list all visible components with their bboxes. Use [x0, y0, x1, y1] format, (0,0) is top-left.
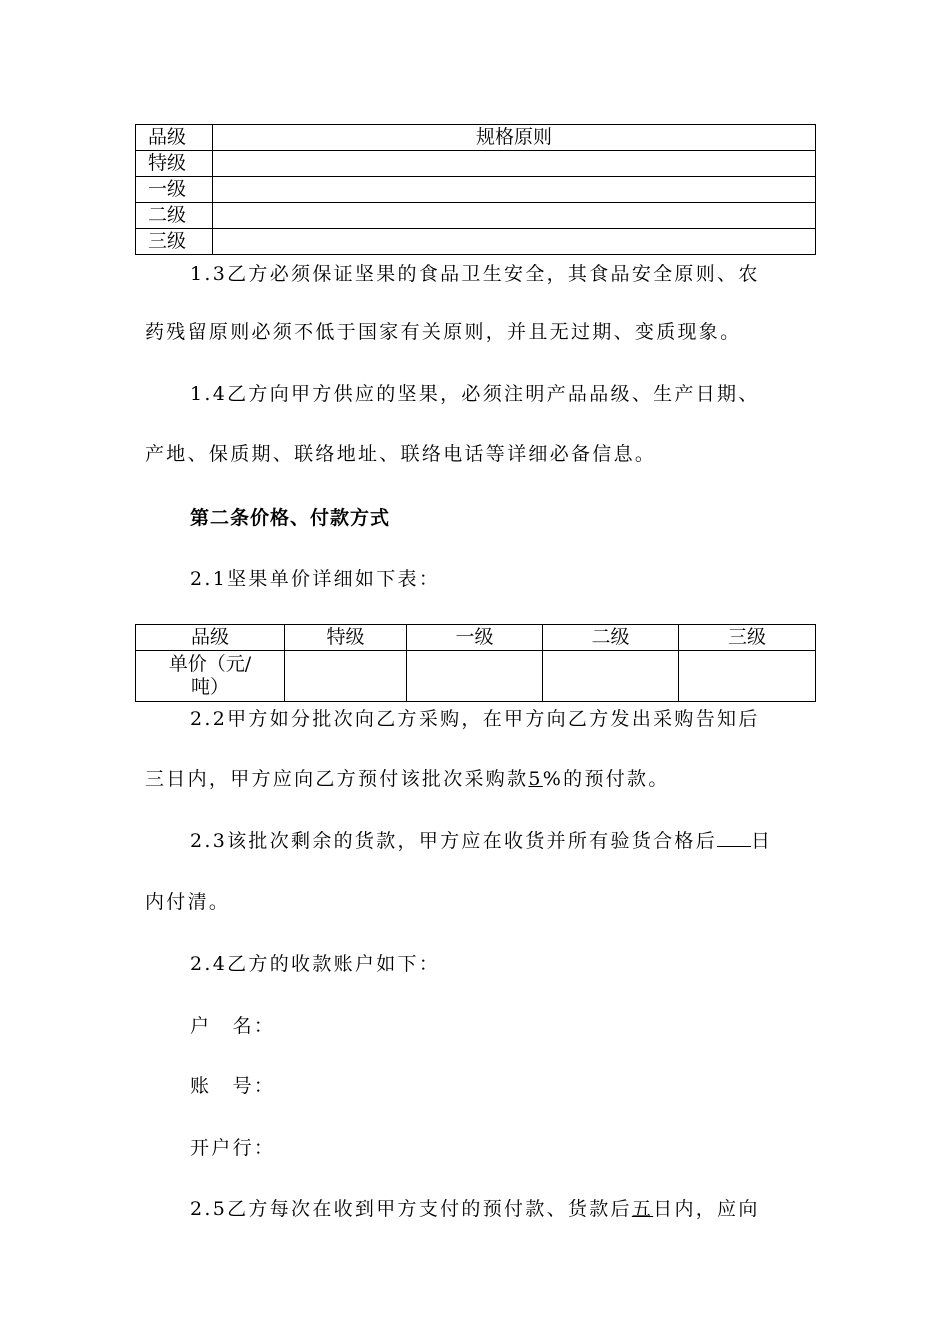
spec-header-standard: 规格原则	[213, 125, 816, 151]
clause-2-3-text-end: 日	[751, 830, 773, 852]
spec-grade-cell: 二级	[136, 203, 213, 229]
spec-standard-cell	[213, 229, 816, 255]
spec-grade-cell: 三级	[136, 229, 213, 255]
clause-2-2-text-end: %的预付款。	[542, 768, 670, 790]
clause-1-3-line1: 1.3乙方必须保证坚果的食品卫生安全，其食品安全原则、农	[190, 263, 760, 285]
table-row	[136, 177, 816, 203]
table-row	[136, 229, 816, 255]
spec-header-grade: 品级	[136, 125, 213, 151]
spec-standard-cell	[213, 151, 816, 177]
price-table	[135, 624, 816, 702]
clause-2-2-text: 三日内，甲方应向乙方预付该批次采购款	[145, 768, 529, 790]
spec-standard-cell	[213, 203, 816, 229]
price-header-first: 一级	[407, 625, 543, 651]
clause-2-3-line1	[190, 828, 772, 854]
clause-2-5-line1	[190, 1196, 760, 1222]
clause-2-2-line1: 2.2甲方如分批次向乙方采购，在甲方向乙方发出采购告知后	[190, 708, 760, 730]
spec-table	[135, 124, 816, 255]
clause-2-2-line2	[145, 766, 670, 792]
clause-2-5-text-end: 日内，应向	[653, 1198, 760, 1220]
section-2-heading: 第二条价格、付款方式	[190, 507, 391, 529]
clause-2-5-text: 2.5乙方每次在收到甲方支付的预付款、货款后	[190, 1198, 632, 1220]
days-blank	[717, 828, 751, 847]
price-cell	[679, 651, 816, 702]
account-name-label: 户 名：	[190, 1015, 276, 1037]
price-header-third: 三级	[679, 625, 816, 651]
clause-2-4: 2.4乙方的收款账户如下：	[190, 953, 441, 975]
price-cell	[407, 651, 543, 702]
price-header-second: 二级	[543, 625, 679, 651]
price-cell	[543, 651, 679, 702]
spec-standard-cell	[213, 177, 816, 203]
clause-2-3-text: 2.3该批次剩余的货款，甲方应在收货并所有验货合格后	[190, 830, 718, 852]
clause-2-1: 2.1坚果单价详细如下表：	[190, 568, 441, 590]
spec-grade-cell: 特级	[136, 151, 213, 177]
table-row	[136, 151, 816, 177]
account-number-label: 账 号：	[190, 1075, 276, 1097]
price-row-label: 单价（元/吨）	[136, 651, 285, 702]
price-table-header	[136, 625, 816, 651]
table-row	[136, 651, 816, 702]
clause-1-3-line2: 药残留原则必须不低于国家有关原则，并且无过期、变质现象。	[145, 321, 742, 343]
prepayment-percent: 5	[528, 768, 543, 790]
account-bank-label: 开户行：	[190, 1137, 276, 1159]
price-cell	[285, 651, 407, 702]
clause-2-3-line2: 内付清。	[145, 891, 231, 913]
days-five: 五	[631, 1198, 654, 1220]
clause-1-4-line2: 产地、保质期、联络地址、联络电话等详细必备信息。	[145, 443, 657, 465]
spec-table-header	[136, 125, 816, 151]
price-header-special: 特级	[285, 625, 407, 651]
spec-grade-cell: 一级	[136, 177, 213, 203]
price-header-grade: 品级	[136, 625, 285, 651]
table-row	[136, 203, 816, 229]
clause-1-4-line1: 1.4乙方向甲方供应的坚果，必须注明产品品级、生产日期、	[190, 383, 760, 405]
